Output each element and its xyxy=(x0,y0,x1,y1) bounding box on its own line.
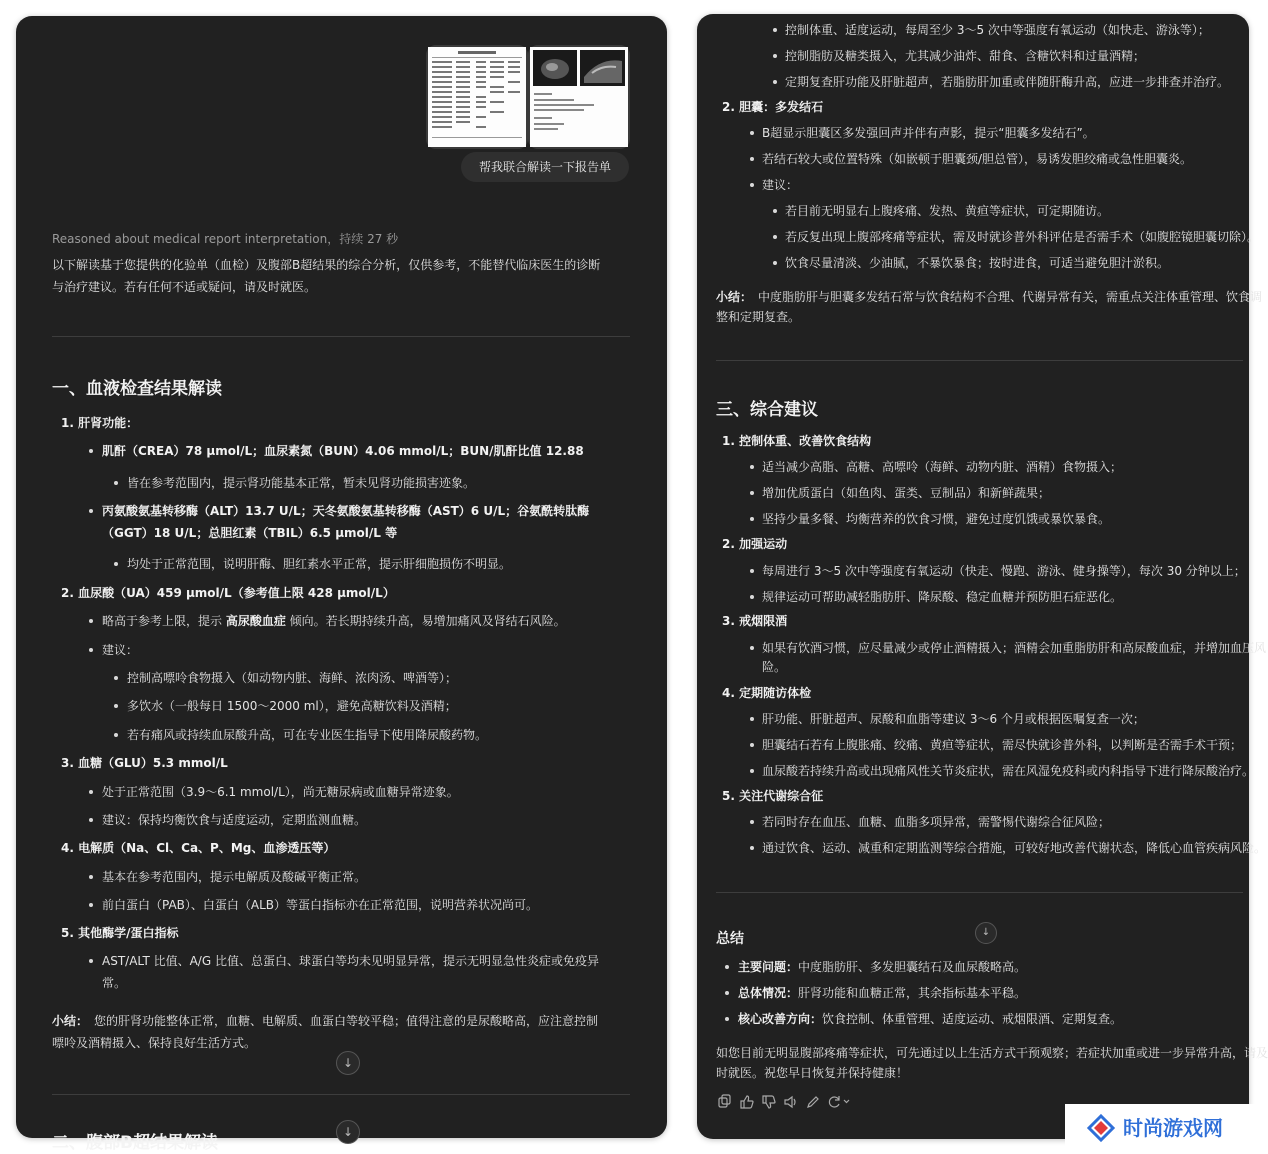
scroll-down-button[interactable] xyxy=(336,1051,360,1075)
scroll-button[interactable] xyxy=(975,922,997,944)
bullet-weight-exercise: 控制体重、适度运动，每周至少 3～5 次中等强度有氧运动（如快走、游泳等）； xyxy=(785,23,1210,37)
bullet xyxy=(114,481,118,485)
closing-line-1: 如您目前无明显腹部疼痛等症状，可先通过以上生活方式干预观察；若症状加重或进一步异常升高，请及 xyxy=(716,1046,1268,1060)
bullet xyxy=(773,28,777,32)
regenerate-icon[interactable] xyxy=(829,1096,849,1107)
list-item-exercise: 2. 加强运动 xyxy=(722,537,788,551)
bullet-gallstones-found: B超显示胆囊区多发强回声并伴有声影，提示“胆囊多发结石”。 xyxy=(762,126,1095,140)
action-bar xyxy=(717,1094,877,1110)
bullet xyxy=(725,965,729,969)
bullet xyxy=(89,619,93,623)
reasoning-summary[interactable]: Reasoned about medical report interpretation，持续 27 秒 xyxy=(52,232,399,246)
bullet xyxy=(750,131,754,135)
list-item-electrolytes: 4. 电解质（Na、Cl、Ca、P、Mg、血渗透压等） xyxy=(61,841,336,855)
emphasis-hyperuricemia: 高尿酸血症 xyxy=(225,614,286,628)
bullet xyxy=(89,449,93,453)
bullet xyxy=(114,733,118,737)
thumbs-down-icon[interactable] xyxy=(763,1096,775,1108)
bullet xyxy=(750,743,754,747)
copy-icon[interactable] xyxy=(719,1095,730,1107)
bullet-recheck-liver: 定期复查肝功能及肝脏超声，若脂肪肝加重或伴随肝酶升高，应进一步排查并治疗。 xyxy=(785,75,1230,89)
text: 略高于参考上限，提示 xyxy=(102,614,226,628)
label: 核心改善方向： xyxy=(738,1012,823,1026)
summary-line-2: 嘌呤及酒精摄入、保持良好生活方式。 xyxy=(52,1036,257,1050)
bullet xyxy=(114,704,118,708)
bullet-advice: 建议： xyxy=(762,178,799,192)
bullet-kidney-normal: 皆在参考范围内，提示肾功能基本正常，暂未见肾功能损害迹象。 xyxy=(127,476,476,490)
action-icons xyxy=(717,1094,877,1110)
chat-panel-left xyxy=(16,16,667,1153)
bullet xyxy=(114,676,118,680)
divider xyxy=(52,1094,630,1095)
bullet xyxy=(773,80,777,84)
list-item-smoking-alcohol: 3. 戒烟限酒 xyxy=(722,614,788,628)
bullet-reduce-fat: 适当减少高脂、高糖、高嘌呤（海鲜、动物内脏、酒精）食物摄入； xyxy=(762,460,1123,474)
summary-line-2: 整和定期复查。 xyxy=(716,310,801,324)
bullet-fat-sugar: 控制脂肪及糖类摄入，尤其减少油炸、甜食、含糖饮料和过量酒精； xyxy=(785,49,1146,63)
bullet xyxy=(750,157,754,161)
lab-report-image xyxy=(428,47,526,147)
divider xyxy=(716,892,1243,893)
list-item-gallbladder: 2. 胆囊：多发结石 xyxy=(722,100,824,114)
ultrasound-report-thumbnail[interactable] xyxy=(528,45,630,149)
list-item-other: 5. 其他酶学/蛋白指标 xyxy=(61,926,179,940)
watermark-logo-icon xyxy=(1087,1114,1115,1142)
text: 饮食控制、体重管理、适度运动、戒烟限酒、定期复查。 xyxy=(822,1012,1123,1026)
bullet-protein: 增加优质蛋白（如鱼肉、蛋类、豆制品）和新鲜蔬果； xyxy=(762,486,1051,500)
bullet xyxy=(89,818,93,822)
bullet xyxy=(750,769,754,773)
bullet xyxy=(750,491,754,495)
bullet xyxy=(773,235,777,239)
arrow-down-icon: ↓ xyxy=(981,927,991,938)
bullet-medication: 若有痛风或持续血尿酸升高，可在专业医生指导下使用降尿酸药物。 xyxy=(127,728,488,742)
list-item-weight-diet: 1. 控制体重、改善饮食结构 xyxy=(722,434,872,448)
intro-line-2: 与治疗建议。若有任何不适或疑问，请及时就医。 xyxy=(52,280,317,294)
list-item-checkup: 4. 定期随访体检 xyxy=(722,686,812,700)
chat-panel-right xyxy=(697,14,1268,1139)
bullet xyxy=(750,717,754,721)
bullet xyxy=(89,959,93,963)
arrow-down-icon: ↓ xyxy=(342,1056,354,1070)
summary-label: 小结： xyxy=(716,290,753,304)
bullet-protein: 前白蛋白（PAB）、白蛋白（ALB）等蛋白指标亦在正常范围，说明营养状况尚可。 xyxy=(102,898,539,912)
bullet-surgery: 若反复出现上腹部疼痛等症状，需及时就诊普外科评估是否需手术（如腹腔镜胆囊切除）。 xyxy=(785,230,1260,244)
user-message-text: 帮我联合解读一下报告单 xyxy=(478,160,611,174)
edit-icon[interactable] xyxy=(808,1097,818,1107)
closing-line-2: 时就医。祝您早日恢复并保持健康！ xyxy=(716,1066,909,1080)
bullet-gallstone-symptoms: 胆囊结石若有上腹胀痛、绞痛、黄疸等症状，需尽快就诊普外科，以判断是否需手术干预； xyxy=(762,738,1243,752)
bullet-water: 多饮水（一般每日 1500～2000 ml），避免高糖饮料及酒精； xyxy=(127,699,457,713)
user-message-bubble xyxy=(461,152,629,182)
bullet xyxy=(89,648,93,652)
bullet xyxy=(750,517,754,521)
watermark-text: 时尚游戏网 xyxy=(1123,1116,1223,1140)
scroll-down-button-2[interactable] xyxy=(336,1120,360,1144)
bullet xyxy=(750,465,754,469)
summary-label: 小结： xyxy=(52,1014,89,1028)
bullet-alcohol-2: 险。 xyxy=(762,660,787,674)
arrow-down-icon: ↓ xyxy=(342,1125,354,1139)
bullet xyxy=(725,991,729,995)
bullet xyxy=(89,903,93,907)
text: 您的肝肾功能整体正常，血糖、电解质、血蛋白等较平稳；值得注意的是尿酸略高，应注意控制 xyxy=(94,1014,599,1028)
ultrasound-image xyxy=(530,47,628,147)
bullet xyxy=(773,261,777,265)
list-item-metabolic: 5. 关注代谢综合征 xyxy=(722,789,824,803)
bullet-meals: 坚持少量多餐、均衡营养的饮食习惯，避免过度饥饿或暴饮暴食。 xyxy=(762,512,1111,526)
label: 主要问题： xyxy=(738,960,799,974)
bullet xyxy=(750,820,754,824)
list-item-uric-acid: 2. 血尿酸（UA）459 μmol/L（参考值上限 428 μmol/L） xyxy=(61,586,395,600)
text: 肝肾功能和血糖正常，其余指标基本平稳。 xyxy=(798,986,1027,1000)
section-heading-summary: 总结 xyxy=(716,931,744,947)
bullet-purine: 控制高嘌呤食物摄入（如动物内脏、海鲜、浓肉汤、啤酒等）； xyxy=(127,671,458,685)
bullet-recheck-interval: 肝功能、肝脏超声、尿酸和血脂等建议 3～6 个月或根据医嘱复查一次； xyxy=(762,712,1145,726)
section-heading-advice: 三、综合建议 xyxy=(716,400,818,420)
bullet xyxy=(773,209,777,213)
summary-direction xyxy=(738,1008,1122,1030)
summary-line-1 xyxy=(52,1010,598,1032)
summary-overall xyxy=(738,982,1026,1004)
bullet-alcohol-1: 如果有饮酒习惯，应尽量减少或停止酒精摄入；酒精会加重脂肪肝和高尿酸血症，并增加血压风 xyxy=(762,641,1267,655)
section-heading-ultrasound: 二、腹部B超结果解读 xyxy=(52,1133,218,1153)
bullet-uric-acid-treatment: 血尿酸若持续升高或出现痛风性关节炎症状，需在风湿免疫科或内科指导下进行降尿酸治疗。 xyxy=(762,764,1255,778)
bullet xyxy=(89,875,93,879)
bullet xyxy=(89,509,93,513)
list-item-liver-kidney: 1. 肝肾功能： xyxy=(61,416,139,430)
lab-report-thumbnail[interactable] xyxy=(426,45,528,149)
thumbs-up-icon[interactable] xyxy=(741,1096,753,1108)
bullet-advice: 建议： xyxy=(102,643,139,657)
bullet-diet-light: 饮食尽量清淡、少油腻，不暴饮暴食；按时进食，可适当避免胆汁淤积。 xyxy=(785,256,1170,270)
bullet-electrolytes-normal: 基本在参考范围内，提示电解质及酸碱平衡正常。 xyxy=(102,870,367,884)
bullet xyxy=(750,595,754,599)
intro-line-1: 以下解读基于您提供的化验单（血检）及腹部B超结果的综合分析，仅供参考，不能替代临床医生的诊断 xyxy=(52,258,601,272)
label: 总体情况： xyxy=(738,986,799,1000)
bullet xyxy=(750,183,754,187)
speaker-icon[interactable] xyxy=(785,1097,795,1107)
bullet xyxy=(114,562,118,566)
bullet-ratios-2: 常。 xyxy=(102,976,127,990)
summary-line-1 xyxy=(716,286,1262,308)
bullet-liver-normal: 均处于正常范围，说明肝酶、胆红素水平正常，提示肝细胞损伤不明显。 xyxy=(127,557,512,571)
bullet-uric-acid-high xyxy=(102,610,566,632)
bullet-metabolic-improve: 通过饮食、运动、减重和定期监测等综合措施，可较好地改善代谢状态，降低心血管疾病风险。 xyxy=(762,841,1267,855)
bullet xyxy=(725,1017,729,1021)
text: 中度脂肪肝、多发胆囊结石及血尿酸略高。 xyxy=(798,960,1027,974)
bullet-glucose-normal: 处于正常范围（3.9～6.1 mmol/L），尚无糖尿病或血糖异常迹象。 xyxy=(102,785,459,799)
bullet-weekly-exercise: 每周进行 3～5 次中等强度有氧运动（快走、慢跑、游泳、健身操等），每次 30 分钟以上； xyxy=(762,564,1246,578)
bullet-glucose-advice: 建议：保持均衡饮食与适度运动，定期监测血糖。 xyxy=(102,813,367,827)
text: 倾向。若长期持续升高，易增加痛风及肾结石风险。 xyxy=(285,614,566,628)
list-item-glucose: 3. 血糖（GLU）5.3 mmol/L xyxy=(61,756,228,770)
bullet-metabolic-risk: 若同时存在血压、血糖、血脂多项异常，需警惕代谢综合征风险； xyxy=(762,815,1111,829)
bullet-follow-up: 若目前无明显右上腹疼痛、发热、黄疸等症状，可定期随访。 xyxy=(785,204,1110,218)
divider xyxy=(716,360,1243,361)
bullet-liver-enzymes-2: （GGT）18 U/L；总胆红素（TBIL）6.5 μmol/L 等 xyxy=(102,526,398,540)
section-heading-blood: 一、血液检查结果解读 xyxy=(52,379,222,399)
bullet-exercise-benefit: 规律运动可帮助减轻脂肪肝、降尿酸、稳定血糖并预防胆石症恶化。 xyxy=(762,590,1123,604)
bullet xyxy=(89,790,93,794)
summary-main-issue xyxy=(738,956,1026,978)
bullet xyxy=(750,646,754,650)
watermark xyxy=(1065,1104,1264,1154)
bullet xyxy=(750,846,754,850)
bullet-gallstones-risk: 若结石较大或位置特殊（如嵌顿于胆囊颈/胆总管），易诱发胆绞痛或急性胆囊炎。 xyxy=(762,152,1193,166)
divider xyxy=(52,336,630,337)
bullet xyxy=(773,54,777,58)
bullet-ratios-1: AST/ALT 比值、A/G 比值、总蛋白、球蛋白等均未见明显异常，提示无明显急性炎症或免疫异 xyxy=(102,954,599,968)
bullet-liver-enzymes-1: 丙氨酸氨基转移酶（ALT）13.7 U/L；天冬氨酸氨基转移酶（AST）6 U/L；谷氨酰转肽酶 xyxy=(102,504,590,518)
text: 中度脂肪肝与胆囊多发结石常与饮食结构不合理、代谢异常有关，需重点关注体重管理、饮食调 xyxy=(758,290,1263,304)
bullet-creatinine: 肌酐（CREA）78 μmol/L；血尿素氮（BUN）4.06 mmol/L；BUN/肌酐比值 12.88 xyxy=(102,444,584,458)
bullet xyxy=(750,569,754,573)
